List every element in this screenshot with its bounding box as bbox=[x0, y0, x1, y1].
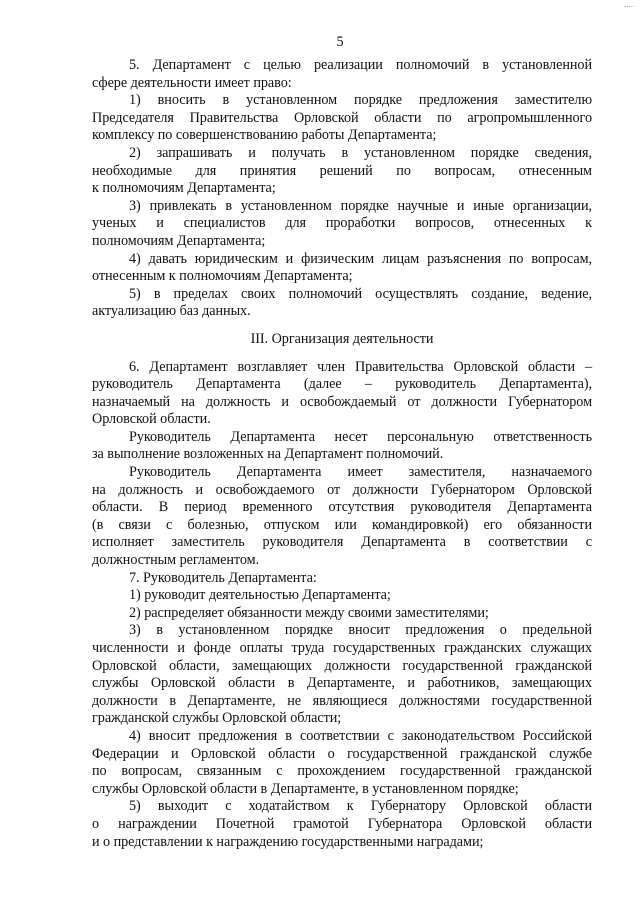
paragraph-p7-5 bbox=[92, 798, 592, 851]
text-line: руководитель Департамента (далее – руководитель Департамента), bbox=[92, 376, 592, 393]
text-line: к полномочиям Департамента; bbox=[92, 180, 276, 197]
section-after-heading bbox=[92, 359, 592, 852]
text-line: Орловской области, замещающих должности государственной гражданской bbox=[92, 657, 592, 674]
text-line: 6. Департамент возглавляет член Правительства Орловской области – bbox=[129, 358, 592, 375]
text-line: сфере деятельности имеет право: bbox=[92, 74, 292, 91]
text-line: за выполнение возложенных на Департамент полномочий. bbox=[92, 446, 444, 463]
text-line: должностным регламентом. bbox=[92, 552, 260, 569]
text-line: Руководитель Департамента несет персональную ответственность bbox=[129, 428, 592, 445]
text-line: 1) вносить в установленном порядке предложения заместителю bbox=[129, 92, 592, 109]
section-before-heading bbox=[92, 57, 592, 321]
text-line: о награждении Почетной грамотой Губернатора Орловской области bbox=[92, 815, 592, 832]
paragraph-p5-5 bbox=[92, 286, 592, 321]
paragraph-p5-1 bbox=[92, 92, 592, 145]
text-line: 3) в установленном порядке вносит предложения о предельной bbox=[129, 622, 592, 639]
scan-corner-mark bbox=[624, 6, 634, 9]
text-line: на должность и освобождаемого от должности Губернатором Орловской bbox=[92, 481, 592, 498]
text-line: актуализацию баз данных. bbox=[92, 303, 251, 320]
text-line: назначаемый на должность и освобождаемый от должности Губернатором bbox=[92, 393, 592, 410]
paragraph-p6-deputy bbox=[92, 464, 592, 570]
text-line: комплексу по совершенствованию работы Департамента; bbox=[92, 127, 437, 144]
text-line: должности в Департаменте, не являющиеся должностями государственной bbox=[92, 692, 592, 709]
text-line: 5) в пределах своих полномочий осуществлять создание, ведение, bbox=[129, 285, 592, 302]
text-line: по вопросам, связанным с прохождением государственной гражданской bbox=[92, 763, 592, 780]
text-line: 5. Департамент с целью реализации полномочий в установленной bbox=[129, 57, 592, 73]
paragraph-p7-4 bbox=[92, 728, 592, 798]
text-line: исполняет заместитель руководителя Департамента в соответствии с bbox=[92, 534, 592, 551]
document-body bbox=[92, 57, 592, 851]
text-line: (в связи с болезнью, отпуском или командировкой) его обязанности bbox=[92, 516, 592, 533]
text-line: службы Орловской области в Департаменте, в установленном порядке; bbox=[92, 780, 519, 797]
paragraph-p7-1 bbox=[92, 587, 592, 605]
text-line: службы Орловской области в Департаменте, и работников, замещающих bbox=[92, 675, 592, 692]
text-line: гражданской службы Орловской области; bbox=[92, 710, 342, 727]
paragraph-p5-4 bbox=[92, 251, 592, 286]
paragraph-p5 bbox=[92, 57, 592, 92]
paragraph-p7-3 bbox=[92, 622, 592, 728]
page-number: 5 bbox=[336, 34, 344, 50]
text-line: 1) руководит деятельностью Департамента; bbox=[129, 587, 391, 604]
text-line: области. В период временного отсутствия руководителя Департамента bbox=[92, 499, 592, 516]
text-line: Федерации и Орловской области о государственной гражданской службе bbox=[92, 745, 592, 762]
text-line: численности и фонде оплаты труда государственных гражданских служащих bbox=[92, 640, 592, 656]
text-line: и о представлении к награждению государственными наградами; bbox=[92, 833, 484, 850]
text-line: Руководитель Департамента имеет заместителя, назначаемого bbox=[129, 464, 592, 481]
text-line: необходимые для принятия решений по вопросам, отнесенным bbox=[92, 162, 592, 179]
text-line: 7. Руководитель Департамента: bbox=[129, 569, 317, 586]
text-line: 3) привлекать в установленном порядке научные и иные организации, bbox=[129, 197, 592, 214]
text-line: 4) давать юридическим и физическим лицам разъяснения по вопросам, bbox=[129, 250, 592, 267]
text-line: 5) выходит с ходатайством к Губернатору Орловской области bbox=[129, 798, 592, 815]
section-heading: III. Организация деятельности bbox=[250, 330, 434, 347]
paragraph-p5-3 bbox=[92, 198, 592, 251]
text-line: 2) запрашивать и получать в установленном порядке сведения, bbox=[129, 144, 592, 161]
text-line: Председателя Правительства Орловской области по агропромышленного bbox=[92, 109, 592, 126]
paragraph-p7-2 bbox=[92, 605, 592, 623]
text-line: 2) распределяет обязанности между своими заместителями; bbox=[129, 604, 489, 621]
paragraph-p5-2 bbox=[92, 145, 592, 198]
text-line: отнесенным к полномочиям Департамента; bbox=[92, 268, 353, 285]
text-line: полномочиям Департамента; bbox=[92, 232, 266, 249]
paragraph-p6 bbox=[92, 359, 592, 429]
text-line: 4) вносит предложения в соответствии с законодательством Российской bbox=[129, 727, 592, 744]
paragraph-p7 bbox=[92, 570, 592, 588]
text-line: Орловской области. bbox=[92, 411, 211, 428]
text-line: ученых и специалистов для проработки вопросов, отнесенных к bbox=[92, 215, 592, 232]
paragraph-p6-resp bbox=[92, 429, 592, 464]
